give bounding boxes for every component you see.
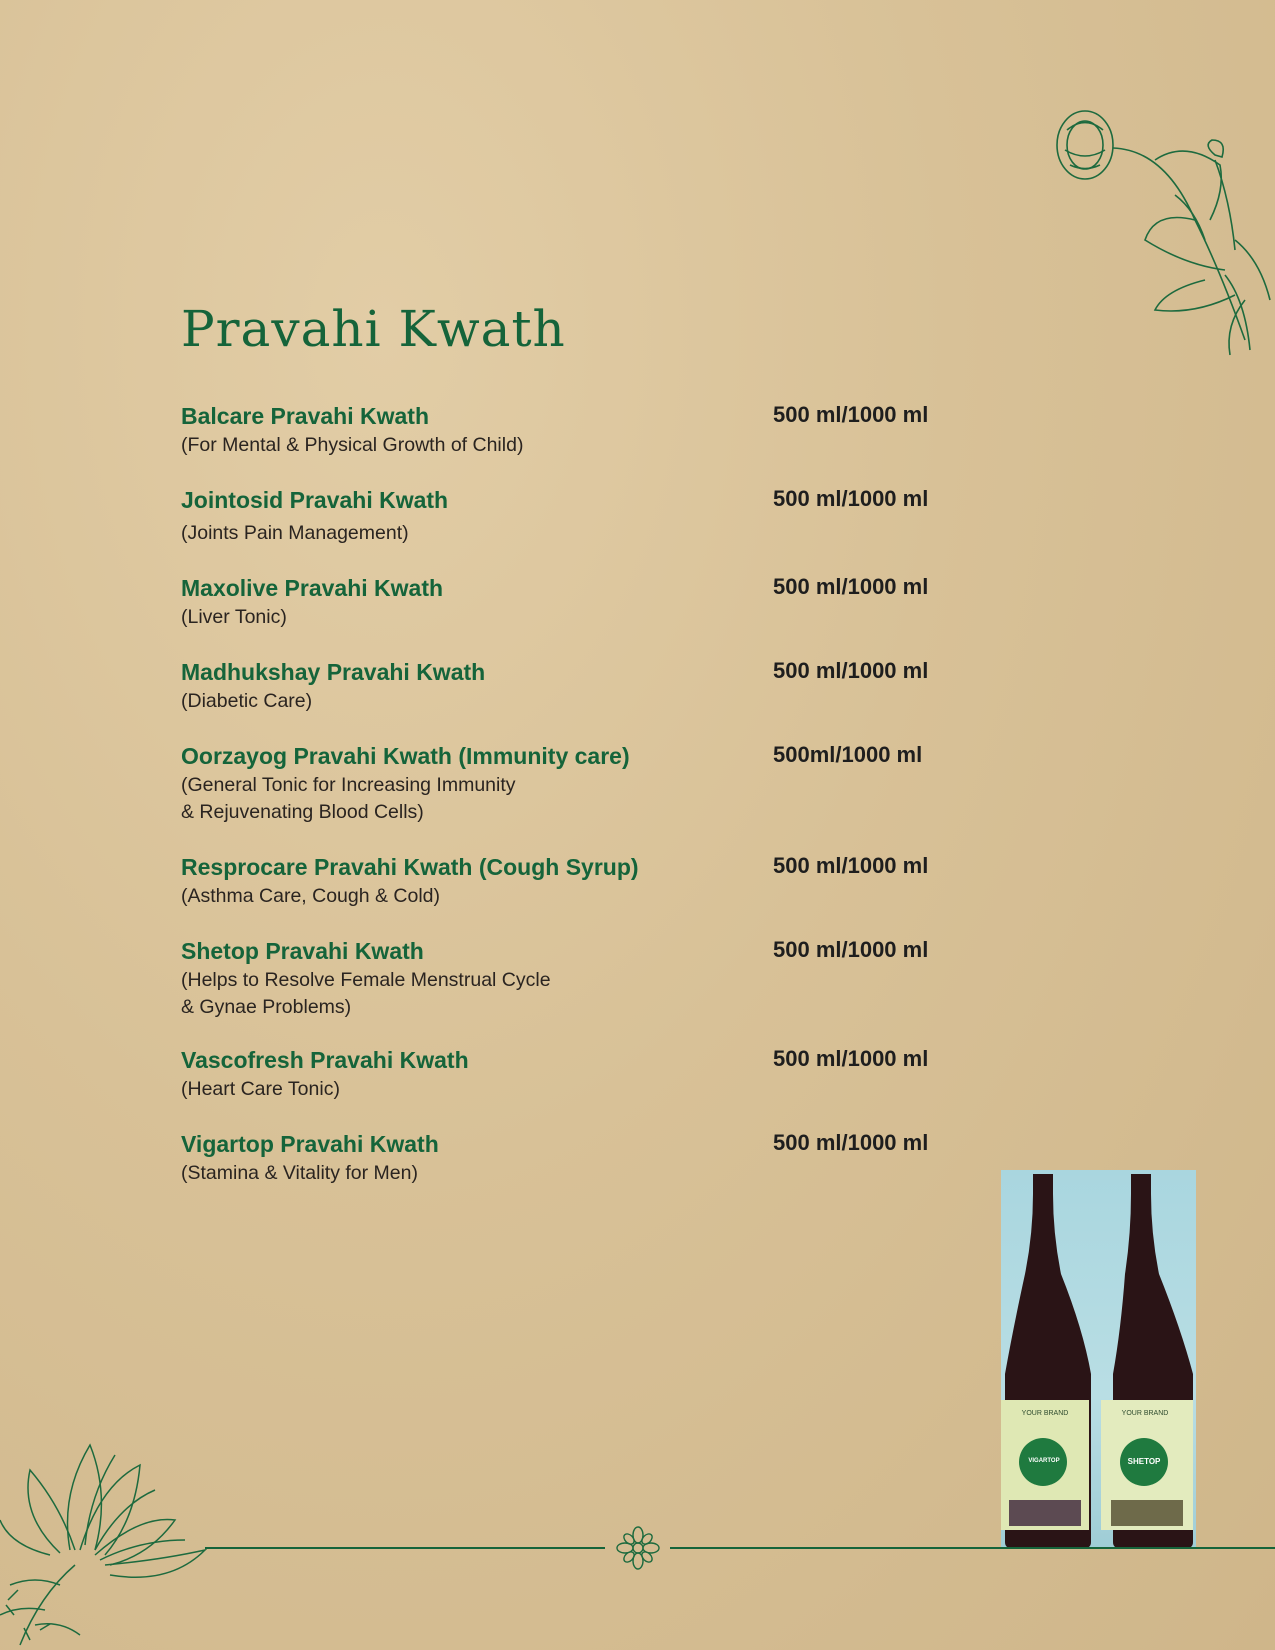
bottles-illustration — [1001, 1170, 1196, 1548]
product-description: (Liver Tonic) — [181, 606, 287, 628]
bottle-brand-right: YOUR BRAND — [1121, 1410, 1169, 1417]
product-description: & Rejuvenating Blood Cells) — [181, 801, 424, 823]
list-item — [181, 486, 961, 547]
flower-branch-icon — [1045, 100, 1275, 360]
footer-divider-left — [205, 1547, 605, 1549]
product-name: Madhukshay Pravahi Kwath — [181, 659, 486, 685]
list-item — [181, 1046, 961, 1103]
product-name: Vigartop Pravahi Kwath — [181, 1131, 439, 1157]
product-name: Maxolive Pravahi Kwath — [181, 575, 444, 601]
product-size: 500 ml/1000 ml — [773, 937, 929, 962]
product-name: Resprocare Pravahi Kwath (Cough Syrup) — [181, 854, 639, 880]
product-description: (Diabetic Care) — [181, 690, 313, 712]
product-name: Balcare Pravahi Kwath — [181, 403, 430, 429]
product-description: (Helps to Resolve Female Menstrual Cycle — [181, 969, 551, 991]
footer-divider-right — [670, 1547, 1275, 1549]
bottle-label-left: VIGARTOP — [1028, 1458, 1060, 1464]
product-description: (For Mental & Physical Growth of Child) — [181, 434, 524, 456]
product-description: (Stamina & Vitality for Men) — [181, 1162, 418, 1184]
product-description: (Asthma Care, Cough & Cold) — [181, 885, 441, 907]
product-size: 500ml/1000 ml — [773, 742, 923, 767]
product-size: 500 ml/1000 ml — [773, 1130, 929, 1155]
product-name: Jointosid Pravahi Kwath — [181, 487, 449, 513]
bottle-brand-left: YOUR BRAND — [1021, 1410, 1069, 1417]
product-size: 500 ml/1000 ml — [773, 574, 929, 599]
list-item — [181, 658, 961, 715]
list-item — [181, 1130, 961, 1187]
product-description: (Joints Pain Management) — [181, 522, 409, 544]
list-item — [181, 853, 961, 910]
bottle-label-right: SHETOP — [1127, 1457, 1161, 1466]
flower-divider-icon — [616, 1526, 660, 1570]
list-item — [181, 402, 961, 459]
product-description: & Gynae Problems) — [181, 996, 352, 1018]
page-title: Pravahi Kwath — [181, 300, 566, 358]
product-name: Oorzayog Pravahi Kwath (Immunity care) — [181, 743, 630, 769]
product-size: 500 ml/1000 ml — [773, 1046, 929, 1071]
product-name: Shetop Pravahi Kwath — [181, 938, 424, 964]
list-item — [181, 574, 961, 631]
flower-bunch-icon — [0, 1425, 215, 1650]
product-size: 500 ml/1000 ml — [773, 658, 929, 683]
product-size: 500 ml/1000 ml — [773, 402, 929, 427]
product-description: (General Tonic for Increasing Immunity — [181, 774, 516, 796]
list-item — [181, 937, 961, 1021]
product-description: (Heart Care Tonic) — [181, 1078, 340, 1100]
list-item — [181, 742, 961, 826]
product-size: 500 ml/1000 ml — [773, 486, 929, 511]
product-name: Vascofresh Pravahi Kwath — [181, 1047, 469, 1073]
product-size: 500 ml/1000 ml — [773, 853, 929, 878]
product-photo — [1001, 1170, 1196, 1548]
